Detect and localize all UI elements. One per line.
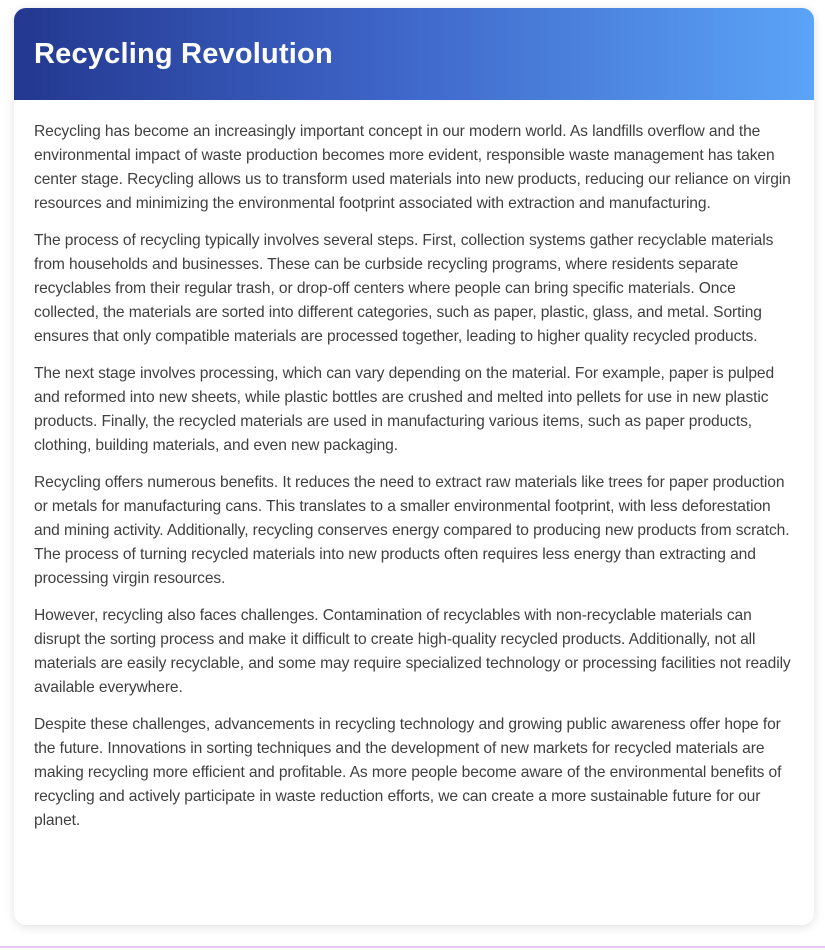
article-paragraph: The process of recycling typically involves several steps. First, collection systems gather recyclable materials from households and businesses. These can be curbside recycling programs, where residents separate recyclables from their regular trash, or drop-off centers where people can bring specific materials. Once collected, the materials are sorted into different categories, such as paper, plastic, glass, and metal. Sorting ensures that only compatible materials are processed together, leading to higher quality recycled products. (34, 232, 774, 345)
article-title: Recycling Revolution (34, 37, 333, 70)
article-header (14, 8, 814, 100)
article-paragraph: Recycling offers numerous benefits. It reduces the need to extract raw materials like trees for paper production or metals for manufacturing cans. This translates to a smaller environmental footprint, with less deforestation and mining activity. Additionally, recycling conserves energy compared to producing new products from scratch. The process of turning recycled materials into new products often requires less energy than extracting and processing virgin resources. (34, 474, 790, 587)
article-body (14, 100, 814, 833)
article-paragraph: Despite these challenges, advancements in recycling technology and growing public awareness offer hope for the future. Innovations in sorting techniques and the development of new markets for recycled materials are making recycling more efficient and profitable. As more people become aware of the environmental benefits of recycling and actively participate in waste reduction efforts, we can create a more sustainable future for our planet. (34, 716, 782, 829)
article-paragraph: The next stage involves processing, which can vary depending on the material. For example, paper is pulped and reformed into new sheets, while plastic bottles are crushed and melted into pellets for use in new plastic products. Finally, the recycled materials are used in manufacturing various items, such as paper products, clothing, building materials, and even new packaging. (34, 365, 775, 454)
article-card (14, 8, 814, 925)
article-paragraph: Recycling has become an increasingly important concept in our modern world. As landfills overflow and the environmental impact of waste production becomes more evident, responsible waste management has taken center stage. Recycling allows us to transform used materials into new products, reducing our reliance on virgin resources and minimizing the environmental footprint associated with extraction and manufacturing. (34, 123, 791, 212)
page-divider (0, 946, 825, 948)
article-paragraph: However, recycling also faces challenges. Contamination of recyclables with non-recyclable materials can disrupt the sorting process and make it difficult to create high-quality recycled products. Additionally, not all materials are easily recyclable, and some may require specialized technology or processing facilities not readily available everywhere. (34, 607, 791, 696)
